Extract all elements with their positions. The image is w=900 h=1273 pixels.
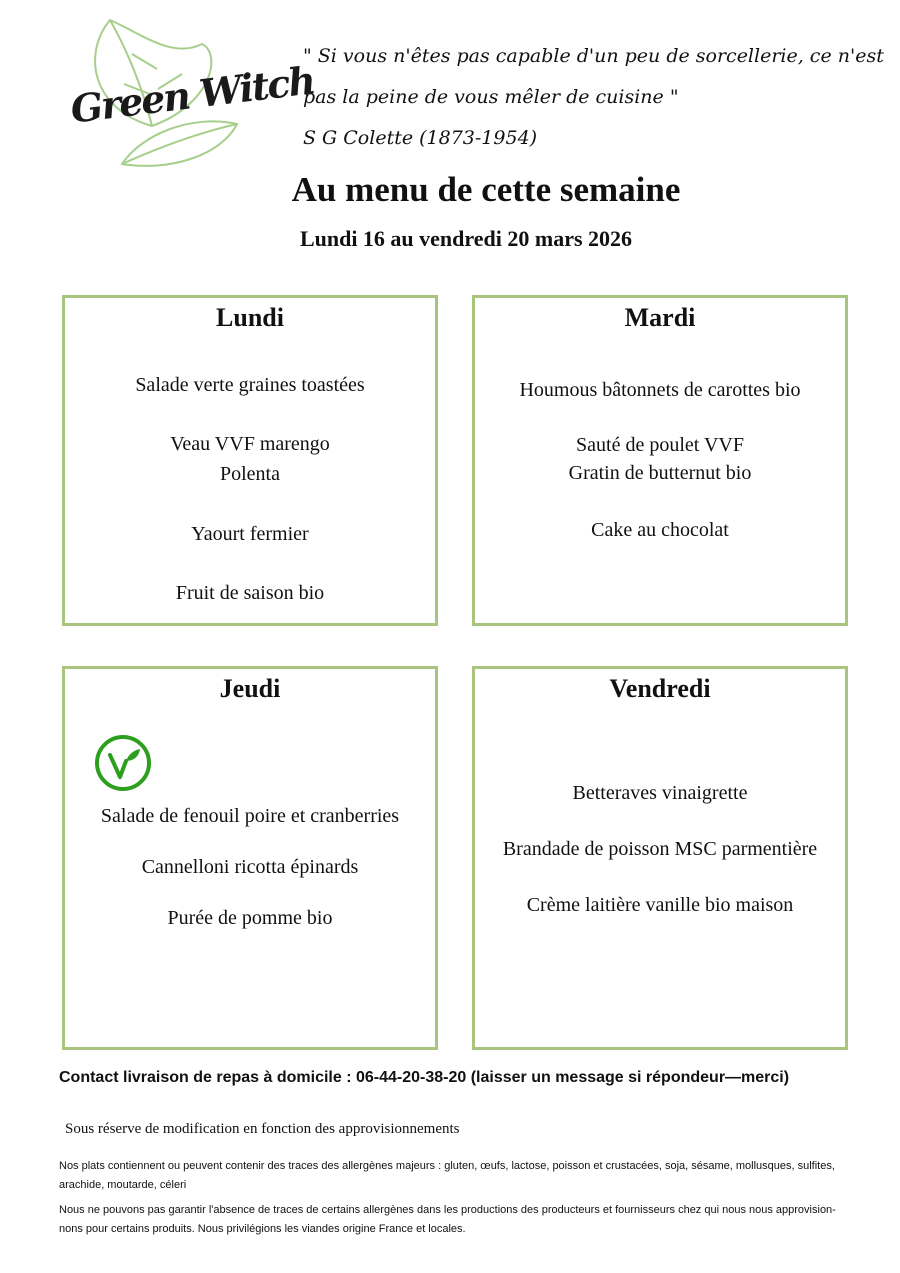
dish-main-line-2: Gratin de butternut bio xyxy=(568,462,752,484)
day-title-mardi: Mardi xyxy=(624,303,696,332)
dish-main: Brandade de poisson MSC parmentière xyxy=(502,838,818,860)
allergen-notice-line-2: arachide, moutarde, céleri xyxy=(59,1179,187,1191)
sourcing-notice-line-2: nons pour certains produits. Nous privilégions les viandes origine France et locales. xyxy=(59,1223,466,1235)
delivery-contact: Contact livraison de repas à domicile : 06-44-20-38-20 (laisser un message si répondeur—merci) xyxy=(59,1069,790,1086)
day-box-vendredi xyxy=(472,666,848,1050)
dish-main: Cannelloni ricotta épinards xyxy=(141,856,359,878)
dish-main-line-1: Sauté de poulet VVF xyxy=(576,434,744,456)
day-box-mardi xyxy=(472,295,848,626)
dish-dessert: Crème laitière vanille bio maison xyxy=(526,894,794,916)
day-box-lundi xyxy=(62,295,438,626)
green-witch-logo xyxy=(62,14,317,179)
day-title-lundi: Lundi xyxy=(216,303,284,332)
allergen-notice xyxy=(59,1157,849,1195)
dish-main xyxy=(65,429,435,489)
dish-dessert: Cake au chocolat xyxy=(591,519,729,541)
colette-quote xyxy=(303,36,884,159)
quote-line-2: pas la peine de vous mêler de cuisine " xyxy=(303,86,679,108)
dish-side: Purée de pomme bio xyxy=(167,907,333,929)
dish-main-line-1: Veau VVF marengo xyxy=(170,433,330,455)
page-title: Au menu de cette semaine xyxy=(291,170,681,209)
dish-starter: Betteraves vinaigrette xyxy=(572,782,748,804)
dish-starter: Salade verte graines toastées xyxy=(135,374,365,396)
sourcing-notice xyxy=(59,1201,849,1239)
day-title-jeudi: Jeudi xyxy=(219,674,281,703)
dish-main xyxy=(475,431,845,487)
dish-starter: Houmous bâtonnets de carottes bio xyxy=(519,379,801,401)
vegetarian-v-icon xyxy=(93,733,153,793)
logo-text: Green Witch xyxy=(68,57,317,132)
dish-main-line-2: Polenta xyxy=(220,463,280,485)
quote-author: S G Colette (1873-1954) xyxy=(303,127,538,149)
day-box-jeudi xyxy=(62,666,438,1050)
quote-line-1: " Si vous n'êtes pas capable d'un peu de sorcellerie, ce n'est xyxy=(303,45,884,67)
week-dates: Lundi 16 au vendredi 20 mars 2026 xyxy=(299,226,633,251)
dish-dessert: Fruit de saison bio xyxy=(175,582,325,604)
supply-disclaimer: Sous réserve de modification en fonction des approvisionnements xyxy=(65,1121,460,1137)
allergen-notice-line-1: Nos plats contiennent ou peuvent contenir des traces des allergènes majeurs : gluten, œufs, lactose, poisson et crustacées, soja, sésame, mollusques, sulfites, xyxy=(59,1160,835,1172)
dish-dairy: Yaourt fermier xyxy=(191,523,309,545)
dish-starter: Salade de fenouil poire et cranberries xyxy=(100,805,400,827)
day-title-vendredi: Vendredi xyxy=(609,674,711,703)
sourcing-notice-line-1: Nous ne pouvons pas garantir l'absence de traces de certains allergènes dans les productions des producteurs et fournisseurs chez qui nous nous approvision- xyxy=(59,1204,836,1216)
